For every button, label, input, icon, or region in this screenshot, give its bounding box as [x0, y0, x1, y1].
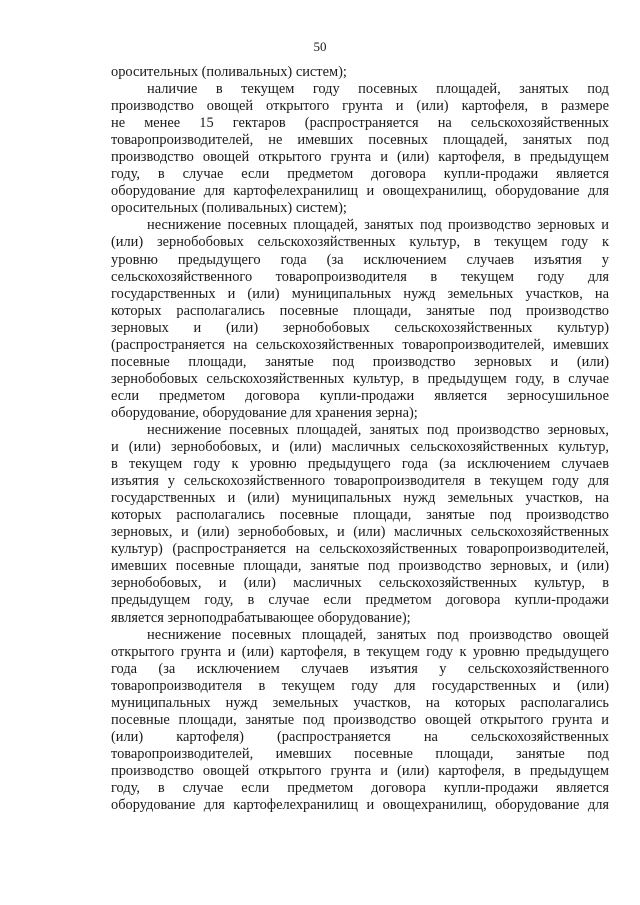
text-line: году, в случае если предметом договора купли-продажи является [111, 779, 609, 796]
text-line: которых располагались посевные площади, занятые под производство [111, 507, 609, 524]
text-line: имевших посевные площади, занятые под производство зерновых, и (или) [111, 558, 609, 575]
text-line: культур) (распространяется на сельскохозяйственных товаропроизводителей, [111, 541, 609, 558]
text-line: товаропроизводителя в текущем году для государственных и (или) [111, 677, 609, 694]
text-line: посевные площади, занятые под производство зерновых и (или) [111, 353, 609, 370]
text-line: товаропроизводителей, имевших посевные площади, занятые под [111, 745, 609, 762]
text-line: (распространяется на сельскохозяйственных товаропроизводителей, имевших [111, 336, 609, 353]
text-line: зернобобовых, и (или) масличных сельскохозяйственных культур, в [111, 575, 609, 592]
text-line: (или) картофеля) (распространяется на сельскохозяйственных [111, 728, 609, 745]
text-line: неснижение посевных площадей, занятых под производство овощей [147, 626, 609, 643]
text-line: если предметом договора купли-продажи является зерносушильное [111, 387, 609, 404]
text-line: года (за исключением случаев изъятия у сельскохозяйственного [111, 660, 609, 677]
text-line: товаропроизводителей, не имевших посевных площадей, занятых под [111, 132, 609, 149]
text-line: (или) зернобобовых сельскохозяйственных культур, в текущем году к [111, 234, 609, 251]
text-line: сельскохозяйственного товаропроизводителя в текущем году для [111, 268, 609, 285]
text-line: является зерноподрабатывающее оборудование); [111, 609, 411, 626]
text-line: государственных и (или) муниципальных нужд земельных участков, на [111, 490, 609, 507]
text-line: оросительных (поливальных) систем); [111, 200, 347, 217]
text-line: изъятия у сельскохозяйственного товаропроизводителя в текущем году для [111, 473, 609, 490]
text-line: которых располагались посевные площади, занятые под производство [111, 302, 609, 319]
text-line: и (или) зернобобовых, и (или) масличных сельскохозяйственных культур, [111, 439, 609, 456]
text-line: производство овощей открытого грунта и (или) картофеля, в предыдущем [111, 762, 609, 779]
text-line: муниципальных нужд земельных участков, на которых располагались [111, 694, 609, 711]
text-line: оборудование, оборудование для хранения зерна); [111, 404, 418, 421]
text-line: наличие в текущем году посевных площадей, занятых под [147, 81, 609, 98]
text-line: государственных и (или) муниципальных нужд земельных участков, на [111, 285, 609, 302]
text-line: зерновых и (или) зернобобовых сельскохозяйственных культур) [111, 319, 609, 336]
text-line: посевные площади, занятые под производство овощей открытого грунта и [111, 711, 609, 728]
text-line: в текущем году к уровню предыдущего года (за исключением случаев [111, 456, 609, 473]
text-line: производство овощей открытого грунта и (или) картофеля, в размере [111, 98, 609, 115]
text-line: открытого грунта и (или) картофеля, в текущем году к уровню предыдущего [111, 643, 609, 660]
text-line: уровню предыдущего года (за исключением случаев изъятия у [111, 251, 609, 268]
text-line: неснижение посевных площадей, занятых под производство зерновых, [147, 421, 609, 438]
text-line: оборудование для картофелехранилищ и овощехранилищ, оборудование для [111, 183, 609, 200]
text-line: году, в случае если предметом договора купли-продажи является [111, 166, 609, 183]
text-line: оросительных (поливальных) систем); [111, 64, 347, 80]
text-line: предыдущем году, в случае если предметом договора купли-продажи [111, 592, 609, 609]
text-line: зерновых, и (или) зернобобовых, и (или) масличных сельскохозяйственных [111, 524, 609, 541]
page-number: 50 [313, 39, 327, 54]
text-line: оборудование для картофелехранилищ и овощехранилищ, оборудование для [111, 797, 609, 814]
text-line: зернобобовых сельскохозяйственных культур, в предыдущем году, в случае [111, 370, 609, 387]
text-line: производство овощей открытого грунта и (или) картофеля, в предыдущем [111, 149, 609, 166]
text-line: не менее 15 гектаров (распространяется на сельскохозяйственных [111, 115, 609, 132]
body-text [111, 64, 609, 814]
text-line: неснижение посевных площадей, занятых под производство зерновых и [147, 217, 609, 234]
